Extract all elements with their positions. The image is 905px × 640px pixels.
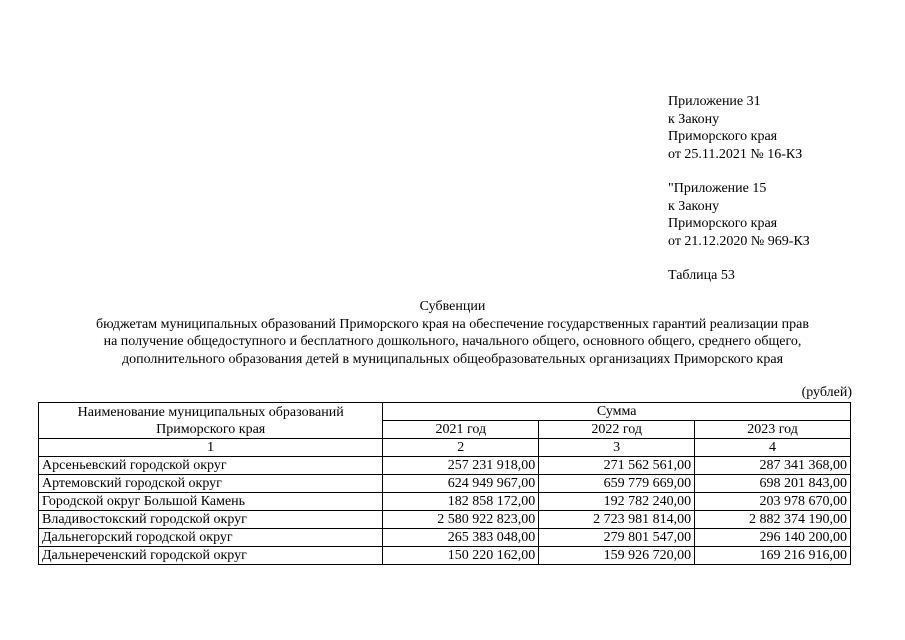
row-value-2022: 192 782 240,00: [539, 493, 695, 511]
appendix-original-line-4: от 21.12.2020 № 969-КЗ: [668, 233, 810, 249]
row-value-2022: 279 801 547,00: [539, 529, 695, 547]
table-row: [39, 511, 851, 529]
header-sum: Сумма: [383, 403, 851, 421]
subventions-table: [38, 402, 851, 565]
appendix-original-header: [668, 180, 810, 250]
column-number-4: 4: [695, 439, 851, 457]
row-value-2023: 203 978 670,00: [695, 493, 851, 511]
row-value-2023: 169 216 916,00: [695, 547, 851, 565]
appendix-original-line-1: "Приложение 15: [668, 181, 767, 196]
table-row: [39, 529, 851, 547]
row-value-2021: 182 858 172,00: [383, 493, 539, 511]
row-value-2023: 2 882 374 190,00: [695, 511, 851, 529]
table-row: [39, 457, 851, 475]
row-value-2022: 659 779 669,00: [539, 475, 695, 493]
table-row: [39, 493, 851, 511]
header-year-2023: 2023 год: [695, 421, 851, 439]
appendix-current-line-4: от 25.11.2021 № 16-КЗ: [668, 146, 803, 162]
row-name: Дальнереченский городской округ: [39, 547, 383, 565]
appendix-original-line-2: к Закону: [668, 198, 720, 214]
row-value-2021: 265 383 048,00: [383, 529, 539, 547]
row-value-2022: 2 723 981 814,00: [539, 511, 695, 529]
row-value-2022: 271 562 561,00: [539, 457, 695, 475]
title-line-3: на получение общедоступного и бесплатного дошкольного, начального общего, основного общего, среднего общего,: [103, 334, 802, 349]
row-name: Арсеньевский городской округ: [39, 457, 383, 475]
appendix-current-line-1: Приложение 31: [668, 94, 761, 109]
header-municipality: Наименование муниципальных образований Приморского края: [39, 403, 383, 439]
column-number-1: 1: [39, 439, 383, 457]
header-year-2021: 2021 год: [383, 421, 539, 439]
row-value-2021: 2 580 922 823,00: [383, 511, 539, 529]
row-name: Городской округ Большой Камень: [39, 493, 383, 511]
appendix-current-line-2: к Закону: [668, 111, 720, 127]
row-value-2023: 296 140 200,00: [695, 529, 851, 547]
title-line-2: бюджетам муниципальных образований Приморского края на обеспечение государственных гарантий реализации прав: [96, 316, 809, 332]
row-value-2021: 257 231 918,00: [383, 457, 539, 475]
row-name: Дальнегорский городской округ: [39, 529, 383, 547]
header-year-2022: 2022 год: [539, 421, 695, 439]
row-name: Артемовский городской округ: [39, 475, 383, 493]
unit-label: (рублей): [801, 385, 852, 400]
appendix-current-header: [668, 93, 802, 163]
row-value-2022: 159 926 720,00: [539, 547, 695, 565]
title-line-1: Субвенции: [419, 299, 486, 314]
title-line-4: дополнительного образования детей в муниципальных общеобразовательных организациях Приморского края: [121, 351, 784, 367]
appendix-original-line-3: Приморского края: [668, 216, 778, 231]
appendix-current-line-3: Приморского края: [668, 129, 778, 144]
row-value-2021: 150 220 162,00: [383, 547, 539, 565]
row-value-2023: 287 341 368,00: [695, 457, 851, 475]
column-number-3: 3: [539, 439, 695, 457]
table-row: [39, 547, 851, 565]
row-name: Владивостокский городской округ: [39, 511, 383, 529]
table-number: Таблица 53: [668, 268, 735, 283]
table-row: [39, 475, 851, 493]
row-value-2021: 624 949 967,00: [383, 475, 539, 493]
row-value-2023: 698 201 843,00: [695, 475, 851, 493]
column-number-2: 2: [383, 439, 539, 457]
document-title: [0, 298, 905, 368]
